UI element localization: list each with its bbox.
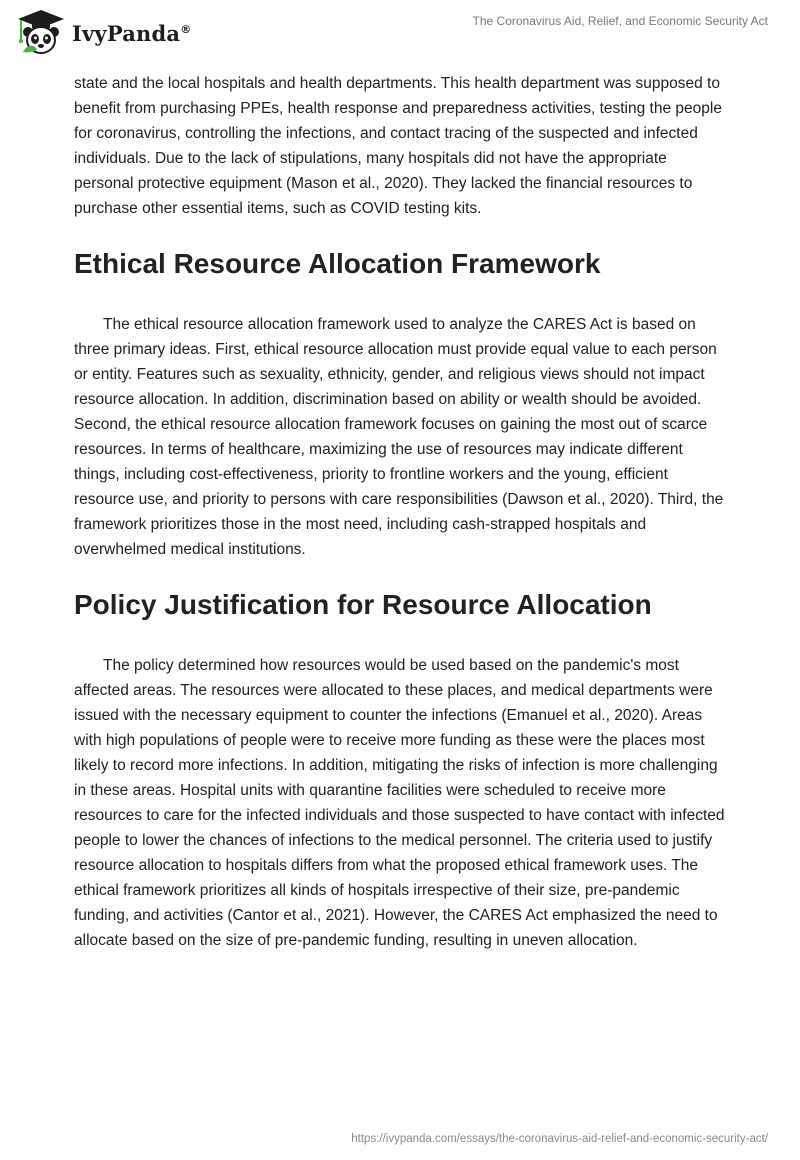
section-paragraph-ethical-framework: The ethical resource allocation framework used to analyze the CARES Act is based on three primary ideas. First, ethical resource allocation must provide equal value to each person or entity. Features such as sexuality, ethnicity, gender, and religious views should not impact resource allocation. In addition, discrimination based on ability or wealth should be avoided. Second, the ethical resource allocation framework focuses on gaining the most out of scarce resources. In terms of healthcare, maximizing the use of resources may indicate different things, including cost-effectiveness, priority to frontline workers and the young, efficient resource use, and priority to persons with care responsibilities (Dawson et al., 2020). Third, the framework prioritizes those in the most need, including cash-strapped hospitals and overwhelmed medical institutions. — [74, 316, 724, 558]
essay-content — [74, 71, 730, 953]
ivypanda-logo[interactable] — [14, 8, 191, 56]
brand-name: IvyPanda® — [72, 20, 192, 46]
section-heading-policy-justification: Policy Justification for Resource Allocation — [74, 589, 652, 620]
document-title: The Coronavirus Aid, Relief, and Economic Security Act — [472, 14, 768, 28]
source-url-link[interactable]: https://ivypanda.com/essays/the-coronavirus-aid-relief-and-economic-security-act/ — [351, 1133, 768, 1145]
intro-paragraph: state and the local hospitals and health departments. This health department was supposed to benefit from purchasing PPEs, health response and preparedness activities, testing the people for coronavirus, controlling the infections, and contact tracing of the suspected and infected individuals. Due to the lack of stipulations, many hospitals did not have the appropriate personal protective equipment (Mason et al., 2020). They lacked the financial resources to purchase other essential items, such as COVID testing kits. — [74, 75, 722, 217]
section-heading-ethical-framework: Ethical Resource Allocation Framework — [74, 248, 601, 279]
section-paragraph-policy-justification: The policy determined how resources would be used based on the pandemic's most affected areas. The resources were allocated to these places, and medical departments were issued with the necessary equipment to counter the infections (Emanuel et al., 2020). Areas with high populations of people were to receive more funding as these were the places most likely to record more infections. In addition, mitigating the risks of infection is more challenging in these areas. Hospital units with quarantine facilities were scheduled to receive more resources to care for the infected individuals and those suspected to have contact with infected people to lower the chances of infections to the medical personnel. The criteria used to justify resource allocation to hospitals differs from what the proposed ethical framework uses. The ethical framework prioritizes all kinds of hospitals irrespective of their size, pre-pandemic funding, and activities (Cantor et al., 2021). However, the CARES Act emphasized the need to allocate based on the size of pre-pandemic funding, resulting in uneven allocation. — [74, 657, 725, 949]
page-header — [0, 0, 800, 64]
panda-graduate-icon — [14, 8, 68, 56]
